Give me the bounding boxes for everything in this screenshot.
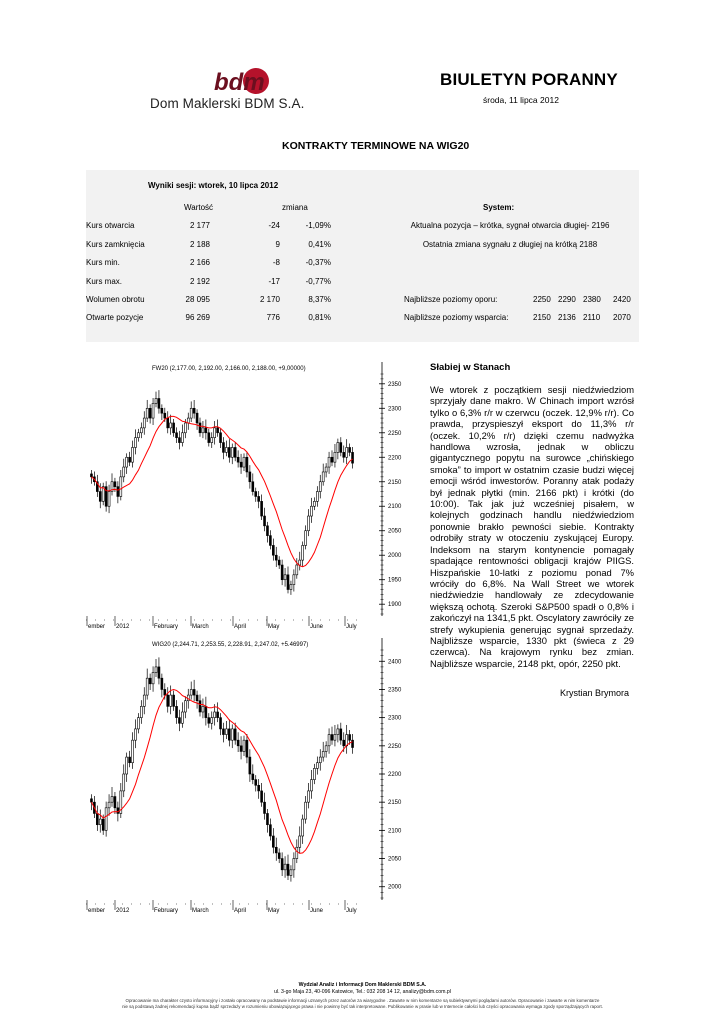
candle-body (90, 474, 92, 477)
candle-body (164, 413, 166, 418)
x-tick-label: 2012 (116, 624, 130, 630)
support-label: Najbliższe poziomy wsparcia: (404, 313, 509, 322)
system-heading: System: (483, 203, 515, 212)
candle-body (281, 859, 283, 870)
candle-body (334, 452, 336, 462)
candle-body (190, 689, 192, 695)
y-tick-label: 2050 (388, 856, 402, 863)
candle-body (346, 735, 348, 746)
y-tick-label: 2350 (388, 687, 402, 694)
row-percent: -0,37% (305, 258, 331, 267)
candle-body (190, 408, 192, 418)
candle-body (155, 667, 157, 673)
y-tick-label: 1900 (388, 602, 402, 609)
candle-body (217, 428, 219, 433)
candle-body (161, 678, 163, 689)
support-level: 2136 (558, 313, 576, 322)
x-tick-label: June (310, 624, 324, 630)
candle-body (123, 774, 125, 791)
report-title: BIULETYN PORANNY (440, 70, 618, 89)
candle-body (146, 408, 148, 418)
y-tick-label: 1950 (388, 577, 402, 584)
article-author: Krystian Brymora (560, 688, 630, 698)
y-tick-label: 2150 (388, 800, 402, 807)
column-header-value: Wartość (184, 203, 214, 212)
candle-body (173, 423, 175, 433)
resistance-label: Najbliższe poziomy oporu: (404, 295, 498, 304)
candle-body (164, 689, 166, 695)
row-change: 9 (275, 240, 280, 249)
candle-body (132, 447, 134, 462)
candle-body (108, 492, 110, 507)
candle-body (181, 712, 183, 723)
candle-body (337, 443, 339, 453)
candle-body (296, 565, 298, 575)
candle-body (170, 695, 172, 706)
session-results-panel (86, 170, 639, 342)
candle-body (222, 443, 224, 453)
candle-body (184, 701, 186, 712)
row-value: 2 192 (189, 277, 210, 286)
candle-body (108, 802, 110, 808)
candle-body (158, 667, 160, 678)
y-tick-label: 2050 (388, 528, 402, 535)
candle-body (143, 418, 145, 428)
x-tick-label: April (234, 908, 247, 914)
candle-body (234, 729, 236, 740)
y-tick-label: 2200 (388, 455, 402, 462)
footer-department: Wydział Analiz i Informacji Dom Maklerski BDM S.A. (298, 982, 427, 988)
candle-body (255, 492, 257, 497)
row-percent: -1,09% (305, 221, 331, 230)
candle-body (340, 729, 342, 740)
candle-body (231, 729, 233, 740)
row-change: -8 (272, 258, 280, 267)
candle-body (126, 757, 128, 774)
candle-body (302, 819, 304, 836)
row-label: Kurs zamknięcia (86, 240, 145, 249)
candle-body (196, 413, 198, 423)
candle-body (352, 740, 354, 747)
row-value: 96 269 (185, 313, 210, 322)
candle-body (149, 678, 151, 684)
candle-body (243, 457, 245, 467)
candle-body (313, 501, 315, 506)
x-tick-label: February (154, 624, 179, 630)
row-value: 2 166 (189, 258, 210, 267)
candle-body (158, 398, 160, 408)
candle-body (240, 746, 242, 752)
candle-body (178, 718, 180, 724)
candle-body (123, 467, 125, 477)
candle-body (126, 457, 128, 467)
footer-disclaimer: Opracowanie ma charakter czysto informacyjny i zostało opracowany na podstawie informacji uznanych przez autorów za wiarygodne . Zawarte w nim komentarze są subiektywnymi poglądami autorów. Opracowanie i zawarte w nim komentarze (125, 998, 600, 1003)
candle-body (237, 740, 239, 746)
candle-body (129, 457, 131, 462)
x-tick-label: March (192, 908, 209, 914)
candle-body (325, 746, 327, 752)
candle-body (352, 452, 354, 463)
candle-body (173, 695, 175, 706)
candle-body (208, 433, 210, 443)
candle-body (228, 447, 230, 457)
article (430, 384, 634, 669)
candle-body (199, 423, 201, 433)
y-tick-label: 2100 (388, 504, 402, 511)
row-label: Kurs min. (86, 258, 120, 267)
candle-body (269, 825, 271, 836)
candle-body (264, 516, 266, 526)
candle-body (293, 575, 295, 585)
candle-body (313, 768, 315, 779)
candle-body (193, 689, 195, 695)
candle-body (220, 433, 222, 443)
candle-body (217, 712, 219, 718)
candle-body (140, 706, 142, 717)
support-level: 2070 (613, 313, 631, 322)
row-value: 2 188 (189, 240, 210, 249)
row-change: -17 (268, 277, 280, 286)
candle-body (284, 864, 286, 870)
candle-body (319, 757, 321, 763)
candle-body (249, 472, 251, 482)
candle-body (337, 729, 339, 735)
candle-body (272, 545, 274, 555)
candle-body (117, 808, 119, 814)
x-tick-label: 2012 (116, 908, 130, 914)
footer-contact: ul. 3-go Maja 23, 40-096 Katowice, Tel.: 032 208 14 12, analizy@bdm.com.pl (274, 989, 451, 995)
candle-body (343, 452, 345, 457)
resistance-level: 2290 (558, 295, 576, 304)
row-percent: 8,37% (308, 295, 331, 304)
candle-body (316, 492, 318, 502)
section-title: KONTRAKTY TERMINOWE NA WIG20 (282, 140, 470, 152)
candle-body (261, 791, 263, 802)
candle-body (343, 740, 345, 746)
candle-body (243, 740, 245, 751)
row-change: 2 170 (259, 295, 280, 304)
candle-body (275, 555, 277, 560)
x-tick-label: ember (88, 624, 106, 630)
chart-title: WIG20 (2,244.71, 2,253.55, 2,228.91, 2,247.02, +5.46997) (152, 642, 309, 648)
row-label: Otwarte pozycje (86, 313, 144, 322)
logo-text: bdm (214, 69, 265, 96)
x-tick-label: April (234, 624, 247, 630)
candle-body (178, 438, 180, 443)
candle-body (349, 735, 351, 741)
candle-body (114, 482, 116, 487)
row-label: Kurs max. (86, 277, 123, 286)
candle-body (176, 433, 178, 438)
y-tick-label: 2350 (388, 381, 402, 388)
x-tick-label: ember (88, 908, 106, 914)
candle-body (196, 695, 198, 701)
candle-body (308, 791, 310, 802)
x-tick-label: May (268, 624, 280, 630)
candle-body (140, 428, 142, 433)
y-tick-label: 2300 (388, 406, 402, 413)
candle-body (105, 808, 107, 831)
moving-average-line (92, 416, 353, 566)
candle-body (225, 447, 227, 452)
candle-body (90, 799, 92, 802)
y-tick-label: 2150 (388, 479, 402, 486)
resistance-level: 2380 (583, 295, 601, 304)
candle-body (102, 819, 104, 830)
candle-body (331, 735, 333, 741)
candle-body (114, 797, 116, 808)
bdm-logo (212, 66, 272, 100)
candle-body (322, 472, 324, 482)
candle-body (299, 560, 301, 565)
candle-body (287, 864, 289, 875)
system-last-signal: Ostatnia zmiana sygnału z długiej na krótką 2188 (422, 240, 598, 249)
candle-body (252, 482, 254, 492)
candle-body (266, 813, 268, 824)
candle-body (246, 740, 248, 757)
candle-body (290, 585, 292, 590)
y-tick-label: 2250 (388, 743, 402, 750)
candle-body (255, 780, 257, 786)
candle-body (269, 536, 271, 546)
y-tick-label: 2000 (388, 884, 402, 891)
candle-body (340, 443, 342, 453)
row-percent: 0,41% (308, 240, 331, 249)
candle-body (220, 718, 222, 729)
candle-body (322, 751, 324, 757)
row-percent: -0,77% (305, 277, 331, 286)
fw20-candlestick-chart (86, 360, 406, 634)
x-tick-label: May (268, 908, 280, 914)
candle-body (167, 695, 169, 706)
candle-body (302, 545, 304, 560)
candle-body (316, 763, 318, 769)
candle-body (149, 408, 151, 418)
y-tick-label: 2250 (388, 430, 402, 437)
resistance-level: 2250 (533, 295, 551, 304)
candle-body (211, 718, 213, 724)
x-tick-label: July (346, 624, 357, 630)
candle-body (137, 718, 139, 729)
column-header-change: zmiana (282, 203, 308, 212)
candle-body (231, 447, 233, 457)
resistance-level: 2420 (613, 295, 631, 304)
candle-body (170, 423, 172, 428)
candle-body (193, 408, 195, 413)
candle-body (146, 678, 148, 695)
candle-body (99, 492, 101, 502)
candle-body (310, 780, 312, 791)
candle-body (272, 836, 274, 847)
candle-body (111, 797, 113, 803)
row-label: Wolumen obrotu (86, 295, 145, 304)
candle-body (120, 477, 122, 497)
x-tick-label: June (310, 908, 324, 914)
candle-body (284, 575, 286, 580)
candle-body (214, 712, 216, 718)
chart-title: FW20 (2,177.00, 2,192.00, 2,166.00, 2,188.00, +9,00000) (152, 366, 306, 372)
row-value: 2 177 (189, 221, 210, 230)
article-body: We wtorek z początkiem sesji niedźwiedziom sprzyjały dane makro. W Chinach import wzrósł tylko o 6,3% r/r w czerwcu (oczek. 12,9% r/r). Co prawda, przyspieszył eksport do 11,3% r/r (oczek. 10,2% r/r) dzięki czemu nadwyżka handlowa wzrosła, jednak w obliczu gigantycznego popytu na surowce „chińskiego smoka” to import w ostatnim czasie budzi więcej emocji wśród inwestorów. Poranny atak podaży był jednak płytki (min. 2166 pkt) i krótki (do 10:00). Tak jak już wcześniej pisałem, w kolejnych godzinach handlu niedźwiedziom ponownie brakło pewności siebie. Kontrakty odrobiły straty w otoczeniu zyskującej Europy. Indeksom na starym kontynencie pomagały spadające rentowności obligacji krajów PIIGS. Hiszpańskie 10-latki z poziomu ponad 7% wróciły do 6,8%. Na Wall Street we wtorek niedźwiedzie handlowały ze zdecydowanie większą ochotą. Szeroki S&P500 spadł o 0,8% i zakończył na 1341,5 pkt. Oscylatory zawróciły ze strefy wykupienia generując sygnał sprzedaży. Najbliższe wsparcie, 1330 pkt (świeca z 29 czerwca). Na krajowym rynku bez zmian. Najbliższe wsparcie, 2148 pkt, opór, 2250 pkt. (430, 384, 634, 669)
candle-body (205, 428, 207, 433)
candle-body (202, 428, 204, 433)
candle-body (305, 531, 307, 546)
row-change: 776 (266, 313, 280, 322)
candle-body (199, 701, 201, 712)
y-tick-label: 2000 (388, 553, 402, 560)
candle-body (202, 706, 204, 712)
x-tick-label: March (192, 624, 209, 630)
footer-disclaimer: nie są podstawą żadnej rekomendacji kupna bądź sprzedaży w rozumieniu obowiązującego prawa i nie powinny być tak interpretowane. Publikowanie w prasie lub w Internecie całości lub części opracowania wymaga zgody sporządzających raport. (122, 1004, 603, 1009)
candle-body (258, 496, 260, 501)
candle-body (237, 457, 239, 462)
candle-body (290, 870, 292, 876)
candle-body (211, 438, 213, 443)
support-level: 2110 (583, 313, 601, 322)
article-heading: Słabiej w Stanach (430, 362, 511, 373)
candle-body (325, 467, 327, 472)
candle-body (246, 457, 248, 472)
candle-body (346, 447, 348, 457)
candle-body (228, 729, 230, 740)
results-heading: Wyniki sesji: wtorek, 10 lipca 2012 (148, 181, 279, 190)
candle-body (176, 706, 178, 717)
candle-body (137, 433, 139, 438)
y-tick-label: 2400 (388, 659, 402, 666)
candle-body (331, 457, 333, 462)
support-level: 2150 (533, 313, 551, 322)
candle-body (334, 735, 336, 741)
candle-body (310, 506, 312, 516)
candle-body (281, 565, 283, 580)
y-tick-label: 2200 (388, 772, 402, 778)
row-percent: 0,81% (308, 313, 331, 322)
candle-body (143, 695, 145, 706)
candle-body (252, 774, 254, 780)
row-label: Kurs otwarcia (86, 221, 135, 230)
candle-body (152, 673, 154, 684)
candle-body (134, 729, 136, 740)
candle-body (308, 516, 310, 531)
candle-body (181, 433, 183, 443)
candle-body (184, 423, 186, 433)
candle-body (249, 757, 251, 774)
candle-body (222, 729, 224, 735)
candle-body (234, 447, 236, 457)
candle-body (205, 706, 207, 717)
y-tick-label: 2100 (388, 828, 402, 835)
wig20-candlestick-chart (86, 636, 406, 918)
candle-body (117, 487, 119, 497)
candle-body (293, 859, 295, 870)
candle-body (266, 526, 268, 536)
candle-body (328, 457, 330, 467)
candle-body (167, 418, 169, 428)
candle-body (225, 729, 227, 735)
candle-body (214, 428, 216, 438)
candle-body (240, 462, 242, 467)
candle-body (161, 408, 163, 413)
row-change: -24 (268, 221, 280, 230)
y-tick-label: 2300 (388, 715, 402, 722)
candle-body (152, 403, 154, 418)
company-name: Dom Maklerski BDM S.A. (150, 96, 305, 111)
candle-body (328, 735, 330, 746)
candle-body (129, 757, 131, 763)
candle-body (349, 447, 351, 452)
candle-body (275, 847, 277, 853)
candle-body (278, 853, 280, 859)
x-tick-label: February (154, 908, 179, 914)
candle-body (299, 836, 301, 847)
x-tick-label: July (346, 908, 357, 914)
candle-body (319, 482, 321, 492)
candle-body (278, 560, 280, 565)
candle-body (305, 802, 307, 819)
candle-body (155, 398, 157, 403)
candle-body (132, 740, 134, 763)
system-position: Aktualna pozycja – krótka, sygnał otwarcia długiej- 2196 (410, 221, 610, 230)
candle-body (258, 785, 260, 791)
candle-body (99, 819, 101, 825)
candle-body (296, 847, 298, 858)
candle-body (287, 575, 289, 590)
candle-body (261, 501, 263, 516)
candle-body (134, 438, 136, 448)
candle-body (264, 802, 266, 813)
candle-body (208, 718, 210, 724)
row-value: 28 095 (185, 295, 210, 304)
report-date: środa, 11 lipca 2012 (483, 95, 559, 105)
candle-body (96, 813, 98, 824)
